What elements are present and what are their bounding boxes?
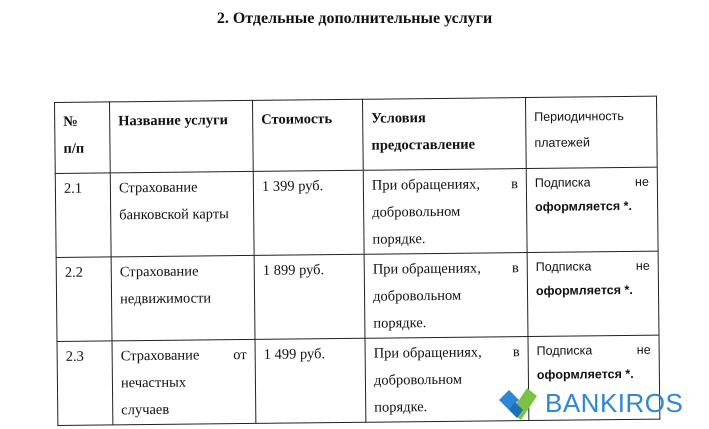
row-cost: 1 399 руб. xyxy=(253,170,364,255)
header-periodicity xyxy=(525,96,657,168)
header-name: Название услуги xyxy=(110,100,254,172)
row-conditions-line3: порядке. xyxy=(374,399,428,416)
row-periodicity xyxy=(527,251,659,336)
row-number: 2.1 xyxy=(55,173,111,258)
row-name-line1: Страхование xyxy=(119,263,199,281)
row-cost: 1 499 руб. xyxy=(255,338,366,423)
row-name-line1: Страхование xyxy=(120,347,200,365)
services-table xyxy=(54,96,660,426)
row-conditions-line2: добровольном xyxy=(373,371,463,389)
row-period-line2: оформляется *. xyxy=(535,282,633,298)
row-period-a: Подписка xyxy=(536,343,593,358)
row-number: 2.3 xyxy=(57,341,113,426)
row-period-line2: оформляется *. xyxy=(535,198,632,214)
table-row xyxy=(55,167,658,257)
row-conditions xyxy=(364,253,528,339)
row-period-a: Подписка xyxy=(534,175,591,190)
row-conditions-line1b: в xyxy=(512,344,520,361)
row-name-line2: нечастных xyxy=(120,374,187,392)
row-conditions-line3: порядке. xyxy=(373,315,427,332)
header-periodicity-line2: платежей xyxy=(534,135,590,150)
header-periodicity-line1: Периодичность xyxy=(534,109,624,124)
row-name xyxy=(112,339,256,424)
bankiros-wordmark: BANKIROS xyxy=(545,387,684,418)
services-table-wrapper xyxy=(54,96,659,426)
header-cost: Стоимость xyxy=(252,99,363,171)
row-conditions-line1a: При обращениях, xyxy=(372,260,481,278)
section-heading: 2. Отдельные дополнительные услуги xyxy=(216,10,493,27)
row-conditions-line1b: в xyxy=(511,260,519,277)
row-conditions-line1b: в xyxy=(510,176,518,193)
table-header-row xyxy=(55,96,658,173)
row-period-b: не xyxy=(636,342,651,357)
row-name xyxy=(110,171,254,256)
row-conditions-line2: добровольном xyxy=(372,287,462,305)
row-period-b: не xyxy=(634,174,649,189)
row-conditions-line3: порядке. xyxy=(372,231,426,248)
header-number xyxy=(55,102,111,174)
row-periodicity xyxy=(526,167,658,252)
row-number: 2.2 xyxy=(56,257,112,342)
row-name-line1: Страхование xyxy=(118,179,198,197)
row-conditions-line1a: При обращениях, xyxy=(373,344,482,362)
row-name-line1-right: от xyxy=(233,346,247,364)
row-conditions-line1a: При обращениях, xyxy=(371,176,481,194)
row-period-line2: оформляется *. xyxy=(536,366,634,382)
row-name-line2: недвижимости xyxy=(119,290,212,308)
row-conditions xyxy=(363,169,527,255)
bankiros-logo-icon xyxy=(497,386,539,420)
header-conditions-line2: предоставление xyxy=(371,136,476,154)
table-row xyxy=(56,251,659,341)
row-period-b: не xyxy=(635,258,650,273)
row-name-line2: банковской карты xyxy=(119,206,229,224)
header-conditions xyxy=(362,98,526,171)
bankiros-watermark xyxy=(497,384,709,422)
header-number-line1: № xyxy=(63,113,78,130)
row-cost: 1 899 руб. xyxy=(254,254,365,339)
row-name xyxy=(111,255,255,340)
row-period-a: Подписка xyxy=(535,259,592,274)
header-number-line2: п/п xyxy=(63,140,85,157)
row-name-line3: случаев xyxy=(121,401,170,419)
row-conditions-line2: добровольном xyxy=(372,203,461,221)
header-conditions-line1: Условия xyxy=(371,110,426,127)
